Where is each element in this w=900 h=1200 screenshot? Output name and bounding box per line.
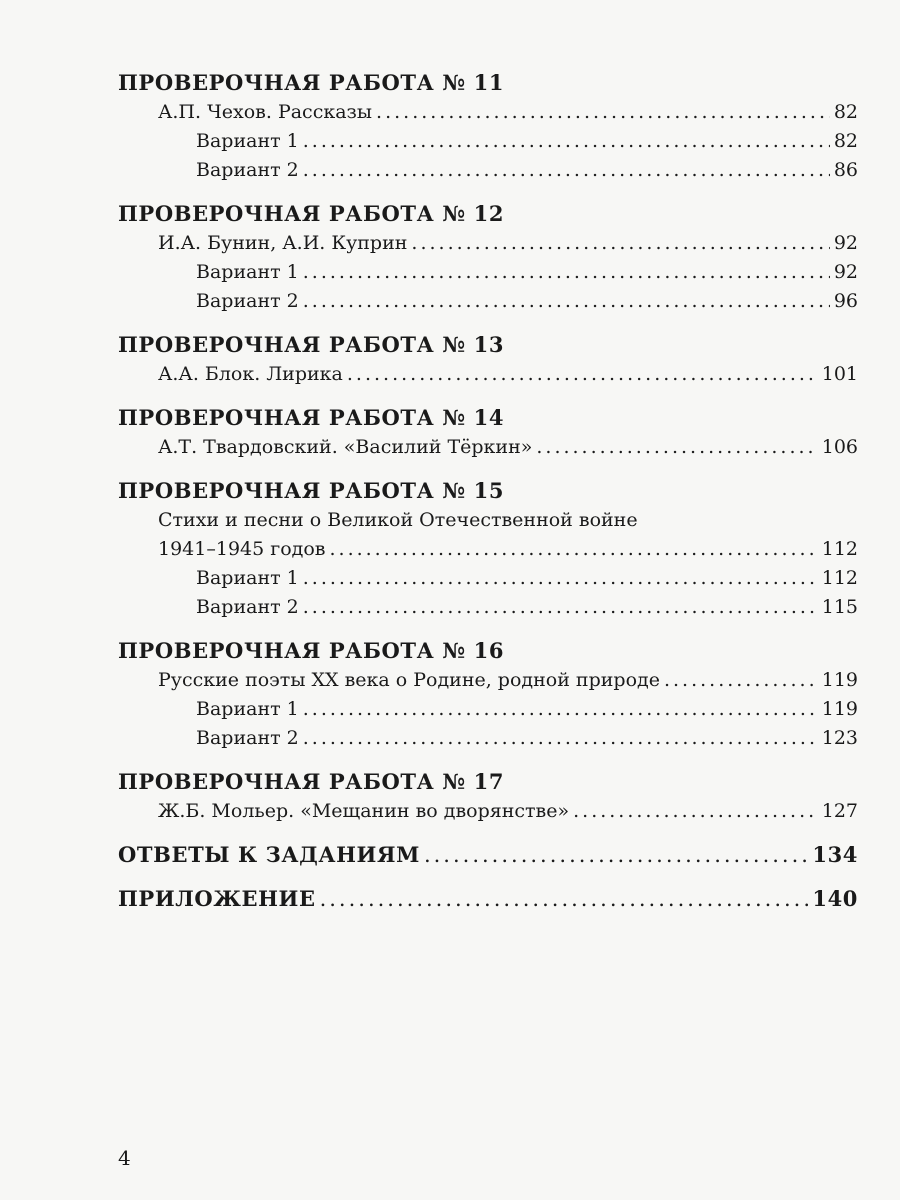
entry-title: Вариант 2 [196,290,299,312]
entry-page: 92 [833,232,858,254]
toc-appendix[interactable] [118,884,858,914]
answers-title: ОТВЕТЫ К ЗАДАНИЯМ [118,842,420,867]
answers-page: 134 [812,842,858,867]
dot-leader [320,884,809,914]
toc-entry[interactable] [118,127,858,156]
dot-leader [536,433,817,462]
entry-page: 96 [833,290,858,312]
table-of-contents [118,68,858,928]
toc-entry[interactable] [118,666,858,695]
toc-section-13 [118,330,858,389]
entry-page: 82 [833,130,858,152]
entry-title: Вариант 1 [196,261,299,283]
entry-page: 127 [821,800,858,822]
dot-leader [303,156,830,185]
entry-title: А.А. Блок. Лирика [158,363,343,385]
entry-title: А.Т. Твардовский. «Василий Тёркин» [158,436,533,458]
section-heading: ПРОВЕРОЧНАЯ РАБОТА № 16 [118,638,505,663]
toc-entry[interactable] [118,229,858,258]
toc-entry[interactable] [118,433,858,462]
entry-title: А.П. Чехов. Рассказы [158,101,373,123]
section-heading: ПРОВЕРОЧНАЯ РАБОТА № 17 [118,769,505,794]
dot-leader [411,229,829,258]
dot-leader [664,666,818,695]
entry-page: 119 [821,669,858,691]
section-heading: ПРОВЕРОЧНАЯ РАБОТА № 15 [118,478,505,503]
entry-title: Вариант 1 [196,567,299,589]
toc-entry[interactable] [118,724,858,753]
toc-entry[interactable] [118,156,858,185]
dot-leader [303,695,818,724]
entry-page: 82 [833,101,858,123]
dot-leader [303,127,830,156]
page-number: 4 [118,1146,131,1170]
section-heading: ПРОВЕРОЧНАЯ РАБОТА № 12 [118,201,505,226]
entry-title: Ж.Б. Мольер. «Мещанин во дворянстве» [158,800,570,822]
toc-entry[interactable] [118,98,858,127]
entry-page: 112 [821,567,858,589]
entry-page: 86 [833,159,858,181]
entry-page: 106 [821,436,858,458]
section-heading: ПРОВЕРОЧНАЯ РАБОТА № 11 [118,70,505,95]
entry-title: Вариант 2 [196,727,299,749]
entry-title: Вариант 1 [196,130,299,152]
appendix-title: ПРИЛОЖЕНИЕ [118,886,316,911]
entry-title: Русские поэты XX века о Родине, родной природе [158,669,660,691]
section-heading: ПРОВЕРОЧНАЯ РАБОТА № 14 [118,405,505,430]
entry-page: 92 [833,261,858,283]
toc-section-11 [118,68,858,185]
entry-page: 123 [821,727,858,749]
section-heading: ПРОВЕРОЧНАЯ РАБОТА № 13 [118,332,505,357]
dot-leader [347,360,818,389]
dot-leader [424,840,808,870]
toc-entry[interactable] [118,695,858,724]
dot-leader [303,564,818,593]
toc-entry[interactable] [118,564,858,593]
entry-title: Вариант 1 [196,698,299,720]
entry-title: Вариант 2 [196,159,299,181]
entry-page: 101 [821,363,858,385]
toc-section-15 [118,476,858,622]
toc-entry[interactable] [118,593,858,622]
toc-section-16 [118,636,858,753]
appendix-page: 140 [812,886,858,911]
toc-section-17 [118,767,858,826]
entry-title: Вариант 2 [196,596,299,618]
dot-leader [573,797,818,826]
entry-title-line[interactable]: Стихи и песни о Великой Отечественной войне [158,509,638,531]
toc-entry[interactable] [118,258,858,287]
toc-answers[interactable] [118,840,858,870]
entry-page: 115 [821,596,858,618]
toc-entry[interactable] [118,287,858,316]
dot-leader [303,593,818,622]
dot-leader [303,724,818,753]
entry-page: 112 [821,538,858,560]
dot-leader [303,258,830,287]
entry-page: 119 [821,698,858,720]
entry-title: 1941–1945 годов [158,538,326,560]
dot-leader [303,287,830,316]
toc-entry[interactable] [118,360,858,389]
toc-section-12 [118,199,858,316]
toc-entry[interactable] [118,797,858,826]
toc-section-14 [118,403,858,462]
dot-leader [329,535,817,564]
entry-title: И.А. Бунин, А.И. Куприн [158,232,408,254]
toc-entry[interactable] [118,535,858,564]
dot-leader [376,98,830,127]
